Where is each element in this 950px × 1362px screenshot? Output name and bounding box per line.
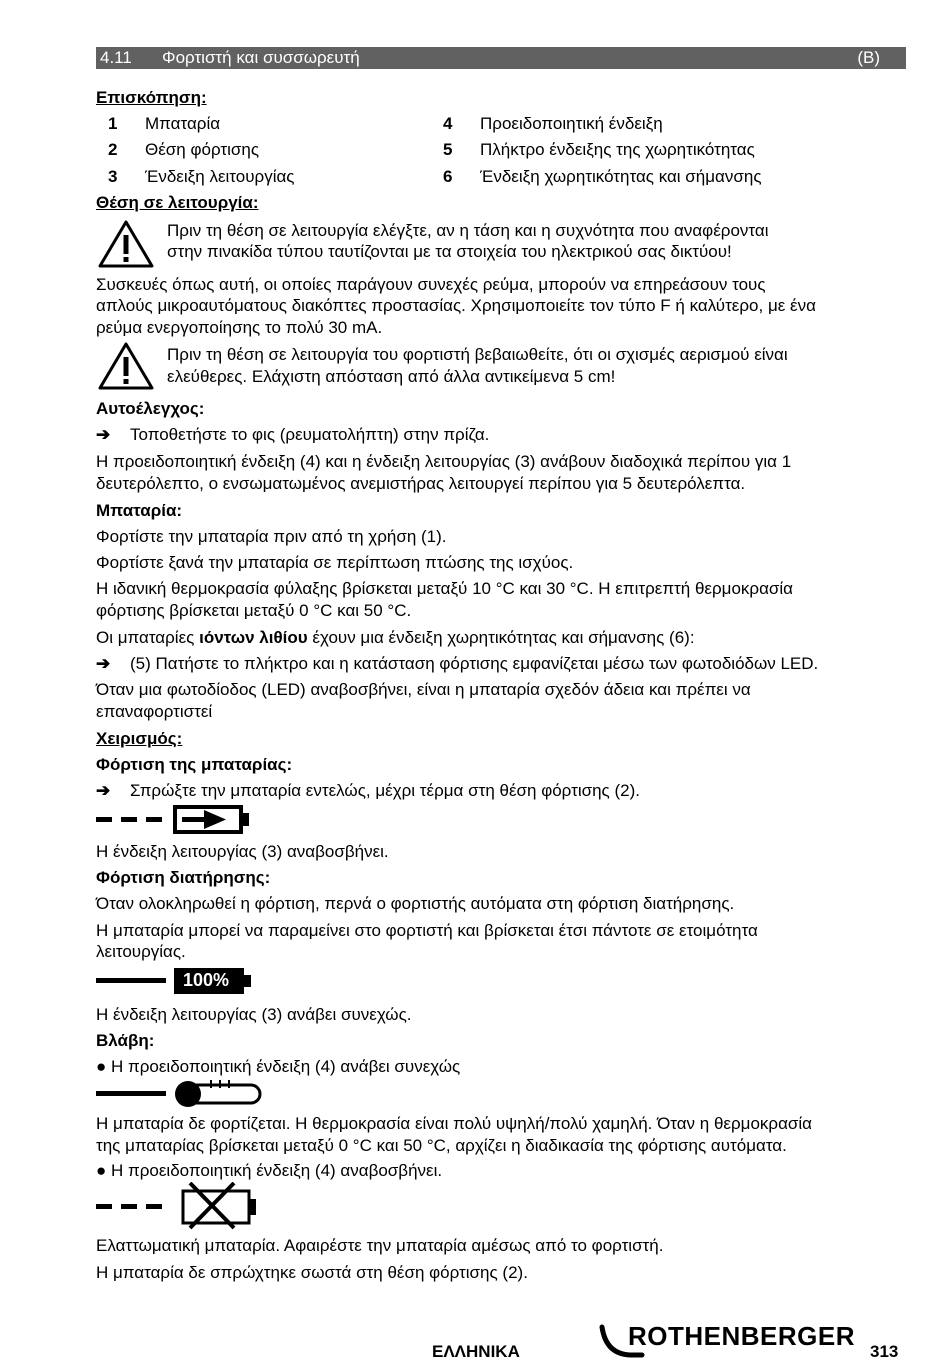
battery-para2-line1: Όταν μια φωτοδίοδος (LED) αναβοσβήνει, είναι η μπαταρία σχεδόν άδεια και πρέπει να xyxy=(96,680,751,699)
warning-icon xyxy=(97,341,155,391)
selftest-heading: Αυτοέλεγχος: xyxy=(96,399,205,418)
overview-number-5: 5 xyxy=(443,140,453,159)
maintenance-line1: Όταν ολοκληρωθεί η φόρτιση, περνά ο φορτιστής αυτόματα στη φόρτιση διατήρησης. xyxy=(96,894,735,913)
section-title: Φορτιστή και συσσωρευτή xyxy=(162,48,360,67)
page-number: 313 xyxy=(870,1342,899,1361)
battery-para2-line2: επαναφορτιστεί xyxy=(96,702,213,721)
fault-bullet2: ● Η προειδοποιητική ένδειξη (4) αναβοσβήνει. xyxy=(96,1161,443,1180)
footer-language: ΕΛΛΗΝΙΚΑ xyxy=(432,1342,520,1361)
operation-para-line3: ρεύμα ενεργοποίησης το πολύ 30 mA. xyxy=(96,318,383,337)
maintenance-para-line2: λειτουργίας. xyxy=(96,942,186,961)
battery-liion-line xyxy=(96,627,695,648)
battery-para-line1: Η ιδανική θερμοκρασία φύλαξης βρίσκεται μεταξύ 10 °C και 30 °C. Η επιτρεπτή θερμοκρασία xyxy=(96,579,793,598)
warning1-line1: Πριν τη θέση σε λειτουργία ελέγξτε, αν η τάση και η συχνότητα που αναφέρονται xyxy=(167,221,769,240)
thermometer-icon xyxy=(96,1080,266,1110)
operation-para-line1: Συσκευές όπως αυτή, οι οποίες παράγουν συνεχές ρεύμα, μπορούν να επηρεάσουν τους xyxy=(96,275,766,294)
brand-logo-text: ROTHENBERGER xyxy=(628,1321,856,1351)
overview-number-4: 4 xyxy=(443,114,453,133)
liion-text-bold: ιόντων λιθίου xyxy=(199,628,308,647)
section-header-bar xyxy=(96,47,906,69)
operation-heading: Θέση σε λειτουργία: xyxy=(96,193,259,212)
section-number: 4.11 xyxy=(100,48,132,67)
battery-para-line2: φόρτισης βρίσκεται μεταξύ 0 °C και 50 °C. xyxy=(96,601,412,620)
fault-heading: Βλάβη: xyxy=(96,1031,155,1050)
fault-line3: Ελαττωματική μπαταρία. Αφαιρέστε την μπαταρία αμέσως από το φορτιστή. xyxy=(96,1236,664,1255)
warning2-line2: ελεύθερες. Ελάχιστη απόσταση από άλλα αντικείμενα 5 cm! xyxy=(167,367,616,386)
battery-line2: Φορτίστε ξανά την μπαταρία σε περίπτωση πτώσης της ισχύος. xyxy=(96,553,574,572)
section-code: (B) xyxy=(857,48,880,67)
liion-text-post: έχουν μια ένδειξη χωρητικότητας και σήμανσης (6): xyxy=(307,628,695,647)
full-battery-icon xyxy=(96,966,256,996)
operation-para-line2: απλούς μικροαυτόματους διακόπτες προστασίας. Χρησιμοποιείτε τον τύπο F ή καλύτερο, με ένα xyxy=(96,296,816,315)
charging-battery-icon xyxy=(96,804,256,836)
warning2-line1: Πριν τη θέση σε λειτουργία του φορτιστή βεβαιωθείτε, ότι οι σχισμές αερισμού είναι xyxy=(167,345,788,364)
battery-heading: Μπαταρία: xyxy=(96,501,183,520)
overview-label-4: Προειδοποιητική ένδειξη xyxy=(480,114,663,133)
overview-label-2: Θέση φόρτισης xyxy=(145,140,260,159)
battery-step: (5) Πατήστε το πλήκτρο και η κατάσταση φόρτισης εμφανίζεται μέσω των φωτοδιόδων LED. xyxy=(130,654,819,673)
handling-heading: Χειρισμός: xyxy=(96,729,183,748)
defective-battery-icon xyxy=(96,1182,266,1230)
battery-line1: Φορτίστε την μπαταρία πριν από τη χρήση (1). xyxy=(96,527,447,546)
overview-number-6: 6 xyxy=(443,167,453,186)
overview-label-1: Μπαταρία xyxy=(145,114,221,133)
charging-heading: Φόρτιση της μπαταρίας: xyxy=(96,755,293,774)
warning-icon xyxy=(97,219,155,269)
overview-number-2: 2 xyxy=(108,140,118,159)
maintenance-note: Η ένδειξη λειτουργίας (3) ανάβει συνεχώς. xyxy=(96,1005,412,1024)
arrow-right-icon: ➔ xyxy=(96,781,111,800)
arrow-right-icon: ➔ xyxy=(96,425,111,444)
arrow-right-icon: ➔ xyxy=(96,654,111,673)
charging-note: Η ένδειξη λειτουργίας (3) αναβοσβήνει. xyxy=(96,842,389,861)
overview-label-3: Ένδειξη λειτουργίας xyxy=(145,167,295,186)
overview-label-6: Ένδειξη χωρητικότητας και σήμανσης xyxy=(480,167,762,186)
overview-label-5: Πλήκτρο ένδειξης της χωρητικότητας xyxy=(480,140,755,159)
warning1-line2: στην πινακίδα τύπου ταυτίζονται με τα στοιχεία του ηλεκτρικού σας δικτύου! xyxy=(167,242,732,261)
fault-para-line1: Η μπαταρία δε φορτίζεται. Η θερμοκρασία είναι πολύ υψηλή/πολύ χαμηλή. Όταν η θερμοκρασία xyxy=(96,1114,813,1133)
maintenance-heading: Φόρτιση διατήρησης: xyxy=(96,868,271,887)
selftest-step: Τοποθετήστε το φις (ρευματολήπτη) στην πρίζα. xyxy=(130,425,490,444)
fault-bullet1: ● Η προειδοποιητική ένδειξη (4) ανάβει συνεχώς xyxy=(96,1057,461,1076)
fault-para-line2: της μπαταρίας βρίσκεται μεταξύ 0 °C και 50 °C, αρχίζει η διαδικασία της φόρτισης αυτόματα. xyxy=(96,1136,787,1155)
selftest-para-line1: Η προειδοποιητική ένδειξη (4) και η ένδειξη λειτουργίας (3) ανάβουν διαδοχικά περίπου για 1 xyxy=(96,452,792,471)
liion-text-pre: Οι μπαταρίες xyxy=(96,628,200,647)
fault-line4: Η μπαταρία δε σπρώχτηκε σωστά στη θέση φόρτισης (2). xyxy=(96,1263,528,1282)
overview-heading: Επισκόπηση: xyxy=(96,88,207,107)
overview-number-3: 3 xyxy=(108,167,118,186)
overview-number-1: 1 xyxy=(108,114,118,133)
selftest-para-line2: δευτερόλεπτο, ο ενσωματωμένος ανεμιστήρας λειτουργεί περίπου για 5 δευτερόλεπτα. xyxy=(96,474,746,493)
full-battery-label: 100% xyxy=(183,970,230,990)
charging-step: Σπρώξτε την μπαταρία εντελώς, μέχρι τέρμα στη θέση φόρτισης (2). xyxy=(130,781,640,800)
maintenance-para-line1: Η μπαταρία μπορεί να παραμείνει στο φορτιστή και βρίσκεται έτσι πάντοτε σε ετοιμότητα xyxy=(96,921,758,940)
